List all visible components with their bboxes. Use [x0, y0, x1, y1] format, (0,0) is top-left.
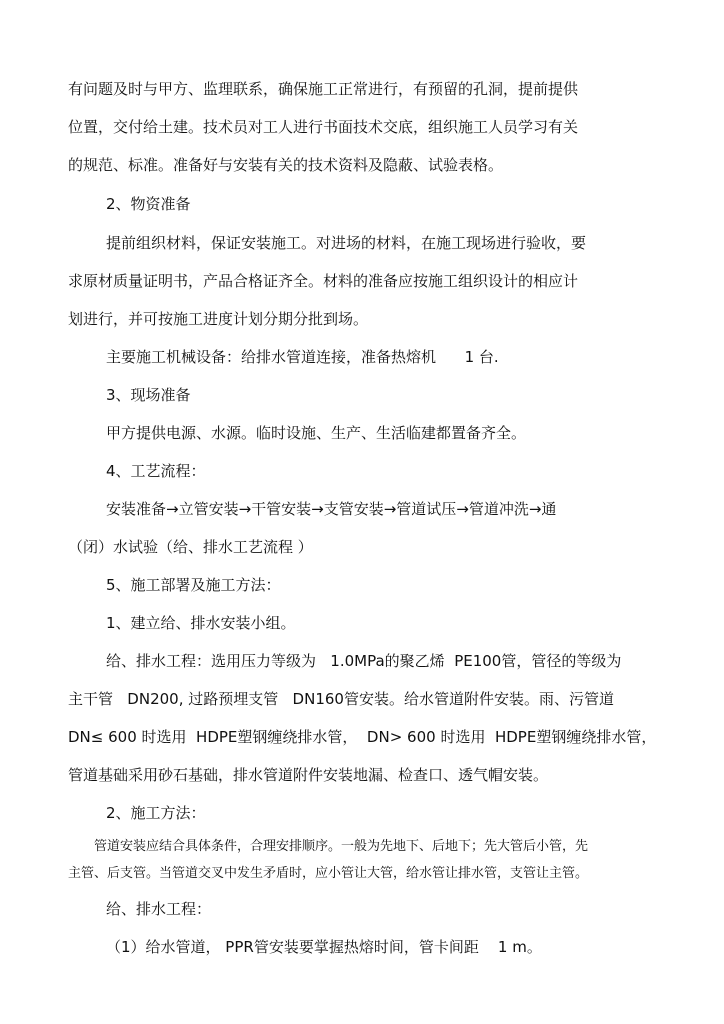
- process-flow-line-2: （闭）水试验（给、排水工艺流程 ）: [68, 538, 313, 556]
- section-heading-site: 3、现场准备: [106, 386, 191, 404]
- paragraph-line-3: 的规范、标准。准备好与安装有关的技术资料及隐蔽、试验表格。: [68, 156, 504, 174]
- paragraph-line-17: 主干管 DN200, 过路预埋支管 DN160管安装。给水管道附件安装。雨、污管道: [68, 690, 614, 708]
- paragraph-line-19: 管道基础采用砂石基础，排水管道附件安装地漏、检查口、透气帽安装。: [68, 766, 549, 784]
- section-heading-materials: 2、物资准备: [106, 195, 191, 213]
- subheading-method: 2、施工方法：: [106, 804, 206, 822]
- process-flow-line: 安装准备→立管安装→干管安装→支管安装→管道试压→管道冲洗→通: [106, 500, 557, 518]
- paragraph-line-18: DN≤ 600 时选用 HDPE塑钢缠绕排水管， DN> 600 时选用 HDPE塑钢缠绕排水管，: [68, 728, 657, 746]
- paragraph-line-22: 主管、后支管。当管道交叉中发生矛盾时，应小管让大管，给水管让排水管，支管让主管。: [68, 866, 589, 881]
- section-heading-deployment: 5、施工部署及施工方法：: [106, 576, 281, 594]
- paragraph-line-21: 管道安装应结合具体条件，合理安排顺序。一般为先地下、后地下；先大管后小管，先: [94, 839, 589, 854]
- paragraph-line-2: 位置，交付给土建。技术员对工人进行书面技术交底，组织施工人员学习有关: [68, 118, 579, 136]
- equipment-line: 主要施工机械设备：给排水管道连接，准备热熔机 1 台.: [106, 348, 499, 366]
- paragraph-line-16: 给、排水工程：选用压力等级为 1.0MPa的聚乙烯 PE100管，管径的等级为: [106, 652, 622, 670]
- paragraph-line-10: 甲方提供电源、水源。临时设施、生产、生活临建都置备齐全。: [106, 424, 527, 442]
- paragraph-line-24: （1）给水管道， PPR管安装要掌握热熔时间，管卡间距 1 m。: [106, 938, 542, 956]
- paragraph-line-7: 划进行，并可按施工进度计划分期分批到场。: [68, 310, 369, 328]
- subheading-water-works: 给、排水工程：: [106, 900, 212, 918]
- paragraph-line-5: 提前组织材料，保证安装施工。对进场的材料，在施工现场进行验收，要: [106, 234, 587, 252]
- section-heading-process: 4、工艺流程：: [106, 462, 206, 480]
- subheading-team: 1、建立给、排水安装小组。: [106, 614, 296, 632]
- paragraph-line-1: 有问题及时与甲方、监理联系，确保施工正常进行，有预留的孔洞，提前提供: [68, 80, 579, 98]
- paragraph-line-6: 求原材质量证明书，产品合格证齐全。材料的准备应按施工组织设计的相应计: [68, 272, 579, 290]
